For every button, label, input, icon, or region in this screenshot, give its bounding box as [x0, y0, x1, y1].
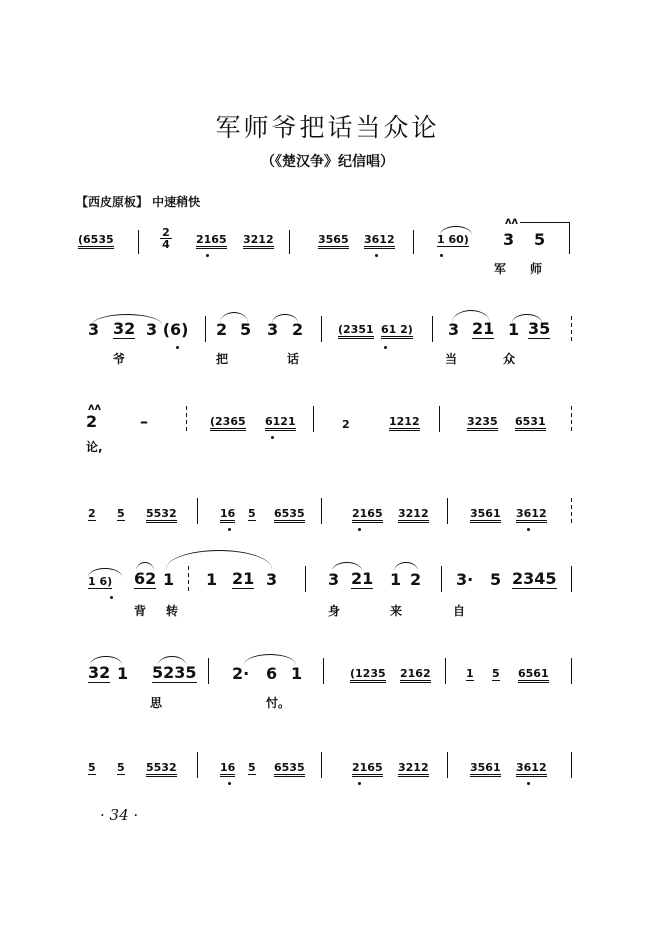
note-group: 6535	[274, 762, 305, 777]
slur	[332, 562, 362, 571]
octave-dot	[358, 528, 361, 531]
barline-dashed	[186, 406, 187, 432]
note: 5	[88, 761, 96, 774]
ornament-mark: ʌʌ	[88, 402, 102, 413]
tempo-marking: 【西皮原板】 中速稍快	[76, 195, 201, 209]
score-row-2	[0, 312, 655, 372]
lyric: 师	[530, 262, 543, 276]
note-group: 3561	[470, 508, 501, 523]
lyric: 来	[390, 604, 403, 618]
barline	[289, 230, 290, 254]
note-group: (1235	[350, 668, 386, 683]
note: 3	[503, 230, 515, 249]
octave-dot	[271, 436, 274, 439]
barline	[321, 752, 322, 778]
octave-dot	[384, 346, 387, 349]
note: 5	[240, 320, 252, 339]
page-number: · 34 ·	[100, 806, 139, 824]
octave-dot	[176, 346, 179, 349]
note: 5	[490, 570, 502, 589]
note: 2	[292, 320, 304, 339]
barline	[197, 498, 198, 524]
barline-dashed	[571, 316, 572, 342]
note-group: 21	[232, 569, 255, 588]
score-row-4	[0, 494, 655, 554]
slur	[158, 656, 186, 665]
note-group: 32	[88, 663, 111, 682]
note: 3	[267, 320, 279, 339]
barline	[569, 222, 570, 254]
barline	[447, 752, 448, 778]
note-group: 6561	[518, 668, 549, 683]
note-group: 3612	[516, 508, 547, 523]
octave-dot	[228, 782, 231, 785]
note: 5	[534, 230, 546, 249]
lyric: 当	[445, 352, 458, 366]
lyric: 众	[503, 352, 516, 366]
note: 6	[266, 664, 278, 683]
note: 3·	[456, 570, 474, 589]
note-group: 1212	[389, 416, 420, 431]
note: 1	[291, 664, 303, 683]
barline	[432, 316, 433, 342]
octave-dot	[527, 528, 530, 531]
note: 5	[492, 667, 500, 680]
note-group: 6121	[265, 416, 296, 431]
lyric: 背	[134, 604, 147, 618]
ornament-mark: ʌʌ	[505, 216, 519, 227]
lyric: 把	[216, 352, 229, 366]
lyric: 自	[453, 604, 466, 618]
score-row-1	[0, 216, 655, 282]
slur	[220, 312, 248, 323]
note-group: 2165	[196, 234, 227, 249]
note-group: 6531	[515, 416, 546, 431]
note-group: 16	[220, 508, 235, 523]
note-group: 1 6)	[88, 575, 113, 588]
note: 2	[216, 320, 228, 339]
note: 3	[88, 320, 100, 339]
barline-dashed	[188, 566, 189, 592]
note: 5	[117, 761, 125, 774]
score-row-6	[0, 654, 655, 714]
note: 2	[88, 507, 96, 520]
score-row-3	[0, 402, 655, 462]
note-group: 3612	[516, 762, 547, 777]
note: 2	[410, 570, 422, 589]
note-group: 3561	[470, 762, 501, 777]
slur	[512, 314, 542, 323]
note: 3	[328, 570, 340, 589]
barline	[323, 658, 324, 684]
note: 3 (6)	[146, 320, 189, 339]
barline-dashed	[571, 406, 572, 432]
note: 2·	[232, 664, 250, 683]
note-group: 32	[113, 319, 136, 338]
note-group: 5235	[152, 663, 197, 682]
time-signature: 2 4	[160, 227, 172, 250]
note: 1	[466, 667, 474, 680]
note-group: 3212	[398, 762, 429, 777]
lyric: 军	[494, 262, 507, 276]
octave-dot	[206, 254, 209, 257]
note-group: 5532	[146, 762, 177, 777]
note: 5	[248, 507, 256, 520]
lyric: 爷	[113, 352, 126, 366]
barline	[413, 230, 414, 254]
lyric: 转	[166, 604, 179, 618]
barline	[197, 752, 198, 778]
slur	[136, 562, 154, 571]
note: 5	[248, 761, 256, 774]
barline	[305, 566, 306, 592]
note-group: 3212	[398, 508, 429, 523]
note-group: 3612	[364, 234, 395, 249]
page-title: 军师爷把话当众论	[215, 113, 440, 142]
note-group: 6535	[274, 508, 305, 523]
note: 2	[86, 412, 98, 431]
note: 1	[390, 570, 402, 589]
octave-dot	[440, 254, 443, 257]
slur	[452, 310, 490, 323]
note-group: 61 2)	[381, 324, 413, 339]
note-group: 21	[351, 569, 374, 588]
barline-dashed	[571, 498, 572, 524]
barline	[447, 498, 448, 524]
octave-dot	[527, 782, 530, 785]
note: 1	[508, 320, 520, 339]
note: 1	[163, 570, 175, 589]
lyric: 忖。	[266, 696, 291, 710]
note-group: 1 60)	[437, 233, 469, 246]
note-group: 2165	[352, 762, 383, 777]
barline	[205, 316, 206, 342]
barline	[571, 752, 572, 778]
note-group: 2165	[352, 508, 383, 523]
note: 1	[117, 664, 129, 683]
barline	[439, 406, 440, 432]
note-group: 2345	[512, 569, 557, 588]
barline	[138, 230, 139, 254]
note-group: 3565	[318, 234, 349, 249]
barline	[445, 658, 446, 684]
slur	[244, 654, 296, 665]
barline	[208, 658, 209, 684]
lyric: 身	[328, 604, 341, 618]
note: –	[140, 412, 148, 431]
note-group: 3235	[467, 416, 498, 431]
slur	[90, 656, 122, 665]
staff-line	[520, 222, 569, 223]
note-group: 62	[134, 569, 157, 588]
octave-dot	[228, 528, 231, 531]
barline	[313, 406, 314, 432]
octave-dot	[110, 596, 113, 599]
octave-dot	[375, 254, 378, 257]
slur	[440, 226, 472, 235]
note: 3	[448, 320, 460, 339]
note-group: (2365	[210, 416, 246, 431]
barline	[321, 316, 322, 342]
note-group: 21	[472, 319, 495, 338]
note-group: 16	[220, 762, 235, 777]
barline	[321, 498, 322, 524]
slur	[92, 314, 162, 325]
note: 5	[117, 507, 125, 520]
barline	[571, 566, 572, 592]
lyric: 话	[287, 352, 300, 366]
note: 3	[266, 570, 278, 589]
slur	[272, 314, 298, 323]
lyric: 思	[150, 696, 163, 710]
note-group: 3212	[243, 234, 274, 249]
barline	[571, 658, 572, 684]
note-group: 5532	[146, 508, 177, 523]
note: 1	[206, 570, 218, 589]
note-group: (2351	[338, 324, 374, 339]
score-row-7	[0, 748, 655, 808]
score-row-5	[0, 562, 655, 622]
page-subtitle: （《楚汉争》纪信唱）	[261, 154, 394, 170]
barline	[441, 566, 442, 592]
note-group: (6535	[78, 234, 114, 249]
slur	[394, 562, 418, 571]
note-group: 35	[528, 319, 551, 338]
octave-dot	[358, 782, 361, 785]
slur	[88, 568, 122, 577]
note-group: 2162	[400, 668, 431, 683]
lyric: 论,	[86, 440, 103, 454]
note: 2	[342, 418, 350, 431]
